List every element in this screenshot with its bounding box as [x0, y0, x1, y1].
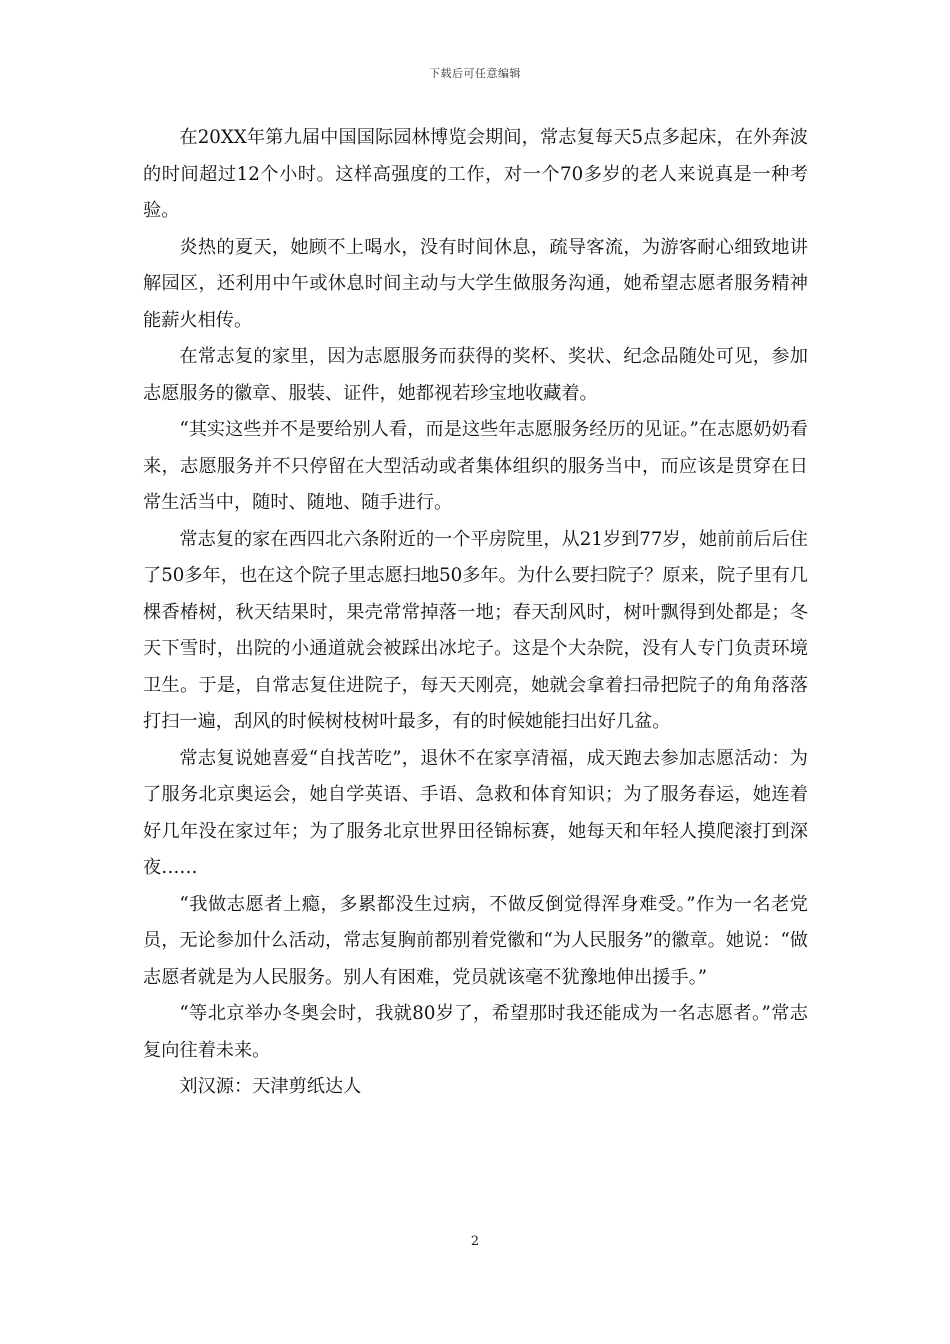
page-header: 下载后可任意编辑 — [429, 67, 521, 80]
paragraph: 在常志复的家里，因为志愿服务而获得的奖杯、奖状、纪念品随处可见，参加志愿服务的徽章、服装、证件，她都视若珍宝地收藏着。 — [143, 346, 808, 404]
section-heading: 刘汉源：天津剪纸达人 — [179, 1076, 362, 1097]
paragraph: 炎热的夏天，她顾不上喝水，没有时间休息，疏导客流，为游客耐心细致地讲解园区，还利用中午或休息时间主动与大学生做服务沟通，她希望志愿者服务精神能薪火相传。 — [143, 236, 808, 331]
page-number: 2 — [470, 1234, 480, 1249]
document-body — [143, 120, 808, 1106]
paragraph: 在20XX年第九届中国国际园林博览会期间，常志复每天5点多起床，在外奔波的时间超过12个小时。这样高强度的工作，对一个70多岁的老人来说真是一种考验。 — [143, 127, 808, 221]
paragraph: 常志复的家在西四北六条附近的一个平房院里，从21岁到77岁，她前前后后住了50多年，也在这个院子里志愿扫地50多年。为什么要扫院子？原来，院子里有几棵香椿树，秋天结果时，果壳常常掉落一地；春天刮风时，树叶飘得到处都是；冬天下雪时，出院的小通道就会被踩出冰坨子。这是个大杂院，没有人专门负责环境卫生。于是，自常志复住进院子，每天天刚亮，她就会拿着扫帚把院子的角角落落打扫一遍，刮风的时候树枝树叶最多，有的时候她能扫出好几盆。 — [143, 528, 808, 732]
paragraph: “等北京举办冬奥会时，我就80岁了，希望那时我还能成为一名志愿者。”常志复向往着未来。 — [143, 1003, 808, 1061]
paragraph: 常志复说她喜爱“自找苦吃”，退休不在家享清福，成天跑去参加志愿活动：为了服务北京奥运会，她自学英语、手语、急救和体育知识；为了服务春运，她连着好几年没在家过年；为了服务北京世界田径锦标赛，她每天和年轻人摸爬滚打到深夜…… — [143, 747, 808, 878]
paragraph: “我做志愿者上瘾，多累都没生过病，不做反倒觉得浑身难受。”作为一名老党员，无论参加什么活动，常志复胸前都别着党徽和“为人民服务”的徽章。她说：“做志愿者就是为人民服务。别人有困难，党员就该毫不犹豫地伸出援手。” — [143, 893, 808, 988]
paragraph: “其实这些并不是要给别人看，而是这些年志愿服务经历的见证。”在志愿奶奶看来，志愿服务并不只停留在大型活动或者集体组织的服务当中，而应该是贯穿在日常生活当中，随时、随地、随手进行。 — [143, 419, 808, 513]
